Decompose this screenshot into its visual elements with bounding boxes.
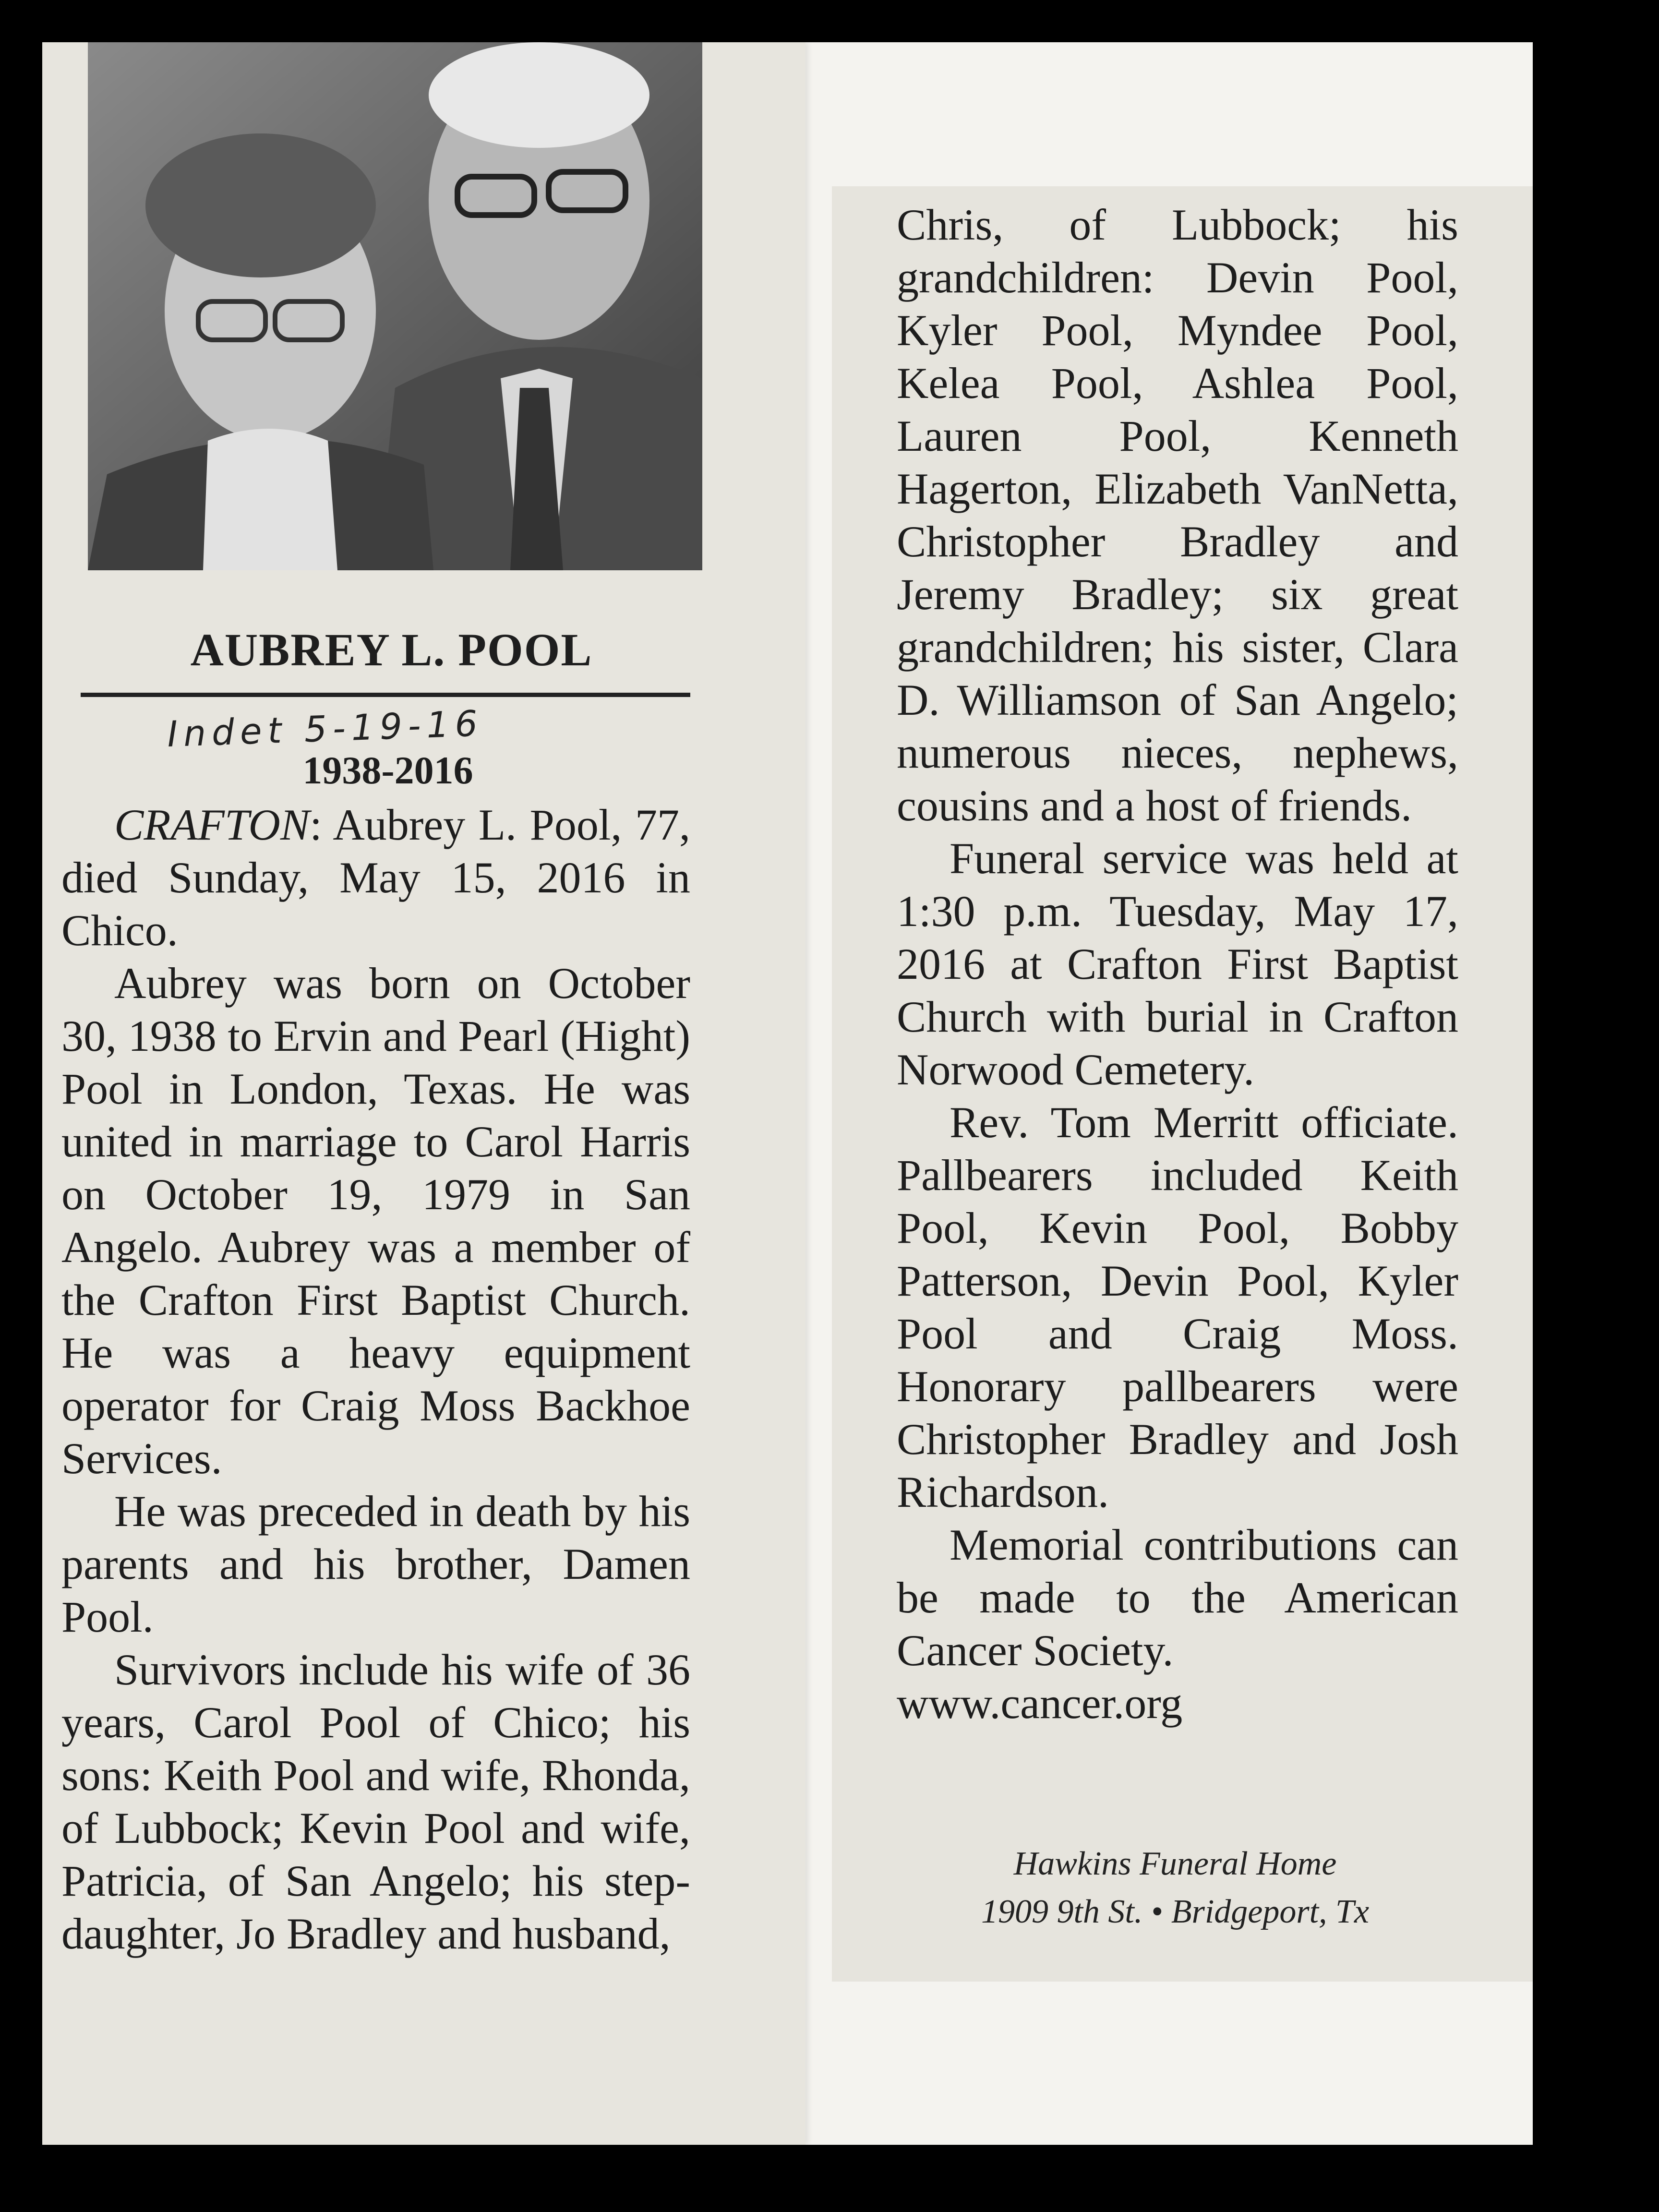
memorial-website: www.cancer.org — [897, 1679, 1183, 1728]
obituary-text-left — [61, 798, 690, 1960]
life-years: 1938-2016 — [302, 748, 473, 792]
dateline-text: : Aubrey L. Pool, 77, died Sunday, May 15, 2016 in Chico. — [61, 800, 690, 955]
obituary-name-heading: AUBREY L. POOL — [190, 624, 593, 675]
document-page — [42, 42, 1533, 2145]
obituary-paragraph: Funeral service was held at 1:30 p.m. Tuesday, May 17, 2016 at Crafton First Baptist Church with burial in Crafton Norwood Cemetery. — [897, 834, 1458, 1094]
obituary-paragraph: Rev. Tom Merritt officiate. Pallbearers included Keith Pool, Kevin Pool, Bobby Patterson, Devin Pool, Kyler Pool and Craig Moss. Honorary pallbearers were Christopher Bradley and Josh Richardson. — [897, 1098, 1458, 1516]
obituary-paragraph: Aubrey was born on October 30, 1938 to Ervin and Pearl (Hight) Pool in London, Texas. He was united in marriage to Carol Harris on October 19, 1979 in San Angelo. Aubrey was a member of the Crafton First Baptist Church. He was a heavy equipment operator for Craig Moss Backhoe Services. — [61, 959, 690, 1483]
couple-photo — [88, 42, 702, 570]
obituary-paragraph — [61, 798, 690, 957]
heading-divider — [81, 693, 690, 697]
obituary-paragraph: Survivors include his wife of 36 years, Carol Pool of Chico; his sons: Keith Pool and wife, Rhonda, of Lubbock; Kevin Pool and wife, Patricia, of San Angelo; his step-daughter, Jo Bradley and husband, — [61, 1645, 690, 1958]
funeral-home-address: 1909 9th St. • Bridgeport, Tx — [981, 1893, 1370, 1930]
funeral-home-name: Hawkins Funeral Home — [1013, 1845, 1337, 1882]
obituary-paragraph: He was preceded in death by his parents and his brother, Damen Pool. — [61, 1487, 690, 1641]
obituary-paragraph: Memorial contributions can be made to the American Cancer Society. — [897, 1520, 1458, 1675]
handwritten-note: Indet 5-19-16 — [166, 703, 484, 756]
obituary-paragraph: Chris, of Lubbock; his grandchildren: Devin Pool, Kyler Pool, Myndee Pool, Kelea Pool, Ashlea Pool, Lauren Pool, Kenneth Hagerton, Elizabeth VanNetta, Christopher Bradley and Jeremy Bradley; six great grandchildren; his sister, Clara D. Williamson of San Angelo; numerous nieces, nephews, cousins and a host of friends. — [897, 200, 1458, 830]
obituary-text-right — [897, 198, 1458, 1730]
dateline-place: CRAFTON — [114, 800, 310, 849]
